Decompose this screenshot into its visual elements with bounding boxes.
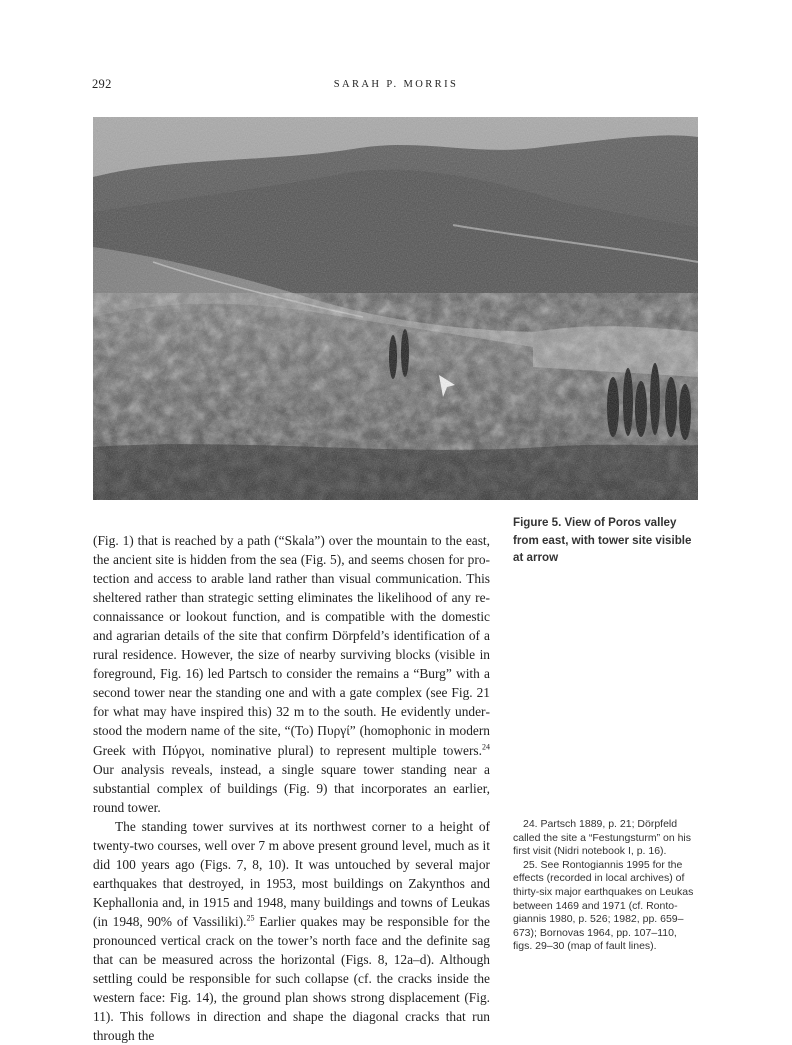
body-text [93,531,490,1045]
figure-photo-poros-valley [93,117,698,500]
footnote: 24. Partsch 1889, p. 21; Dörpfeld called the site a “Festungsturm” on his first visit (Nidri notebook I, p. 16). [513,818,691,858]
footnote-ref: 25 [246,913,255,923]
body-paragraph: The standing tower survives at its northwest corner to a height of twenty-two courses, well over 7 m above present ground level, much as it did 100 years ago (Figs. 7, 8, 10). It was untouched by several major earthquakes that destroyed, in 1953, most buildings on Zakynthos and Kephallonia and, in 1915 and 1948, many buildings and towns of Leukas (in 1948, 90% of Vassiliki).$^{25}$ Earlier quakes may be responsible for the pronounced vertical crack on the tower’s north face and the definite sag that can be measured across the horizontal (Figs. 8, 12a–d). Although settling could be responsible for such collapse (cf. the cracks inside the western face: Fig. 14), the ground plan shows strong displacement (Fig. 11). This follows in direction and shape the diagonal cracks that run through the [93,818,491,1044]
footnote: 25. See Rontogiannis 1995 for the effects (recorded in local archives) of thirty-six major earthquakes on Leukas between 1469 and 1971 (cf. Rontogiannis 1980, p. 526; 1982, pp. 659–673); Bornovas 1964, pp. 107–110, figs. 29–30 (map of fault lines). [513,858,694,953]
page-number: 292 [92,77,112,91]
body-paragraph: (Fig. 1) that is reached by a path (“Skala”) over the mountain to the east, the ancient site is hidden from the sea (Fig. 5), and seems chosen for protection and access to arable land rather than visual communication. This sheltered rather than strategic setting eliminates the likelihood of any reconnaissance or lookout function, and is compatible with the domestic and agrarian details of the site that confirm Dörpfeld’s identification of a rural residence. However, the size of nearby surviving blocks (visible in foreground, Fig. 16) led Partsch to consider the remains a “Burg” with a second tower near the standing one and with a gate complex (see Fig. 21 for what may have inspired this) 32 m to the south. He evidently understood the modern name of the site, “(Το) Πυργί” (homophonic in modern Greek with Πύργοι, nominative plural) to represent multiple towers.$^{24}$ Our analysis reveals, instead, a single square tower standing near a substantial complex of buildings (Fig. 9) that incorporates an earlier, round tower. [93,533,490,815]
running-head: SARAH P. MORRIS [333,79,459,90]
figure-caption: Figure 5. View of Poros valley from east, with tower site visible at arrow [513,516,692,564]
footnotes [513,818,699,954]
footnote-ref: 24 [482,742,490,752]
